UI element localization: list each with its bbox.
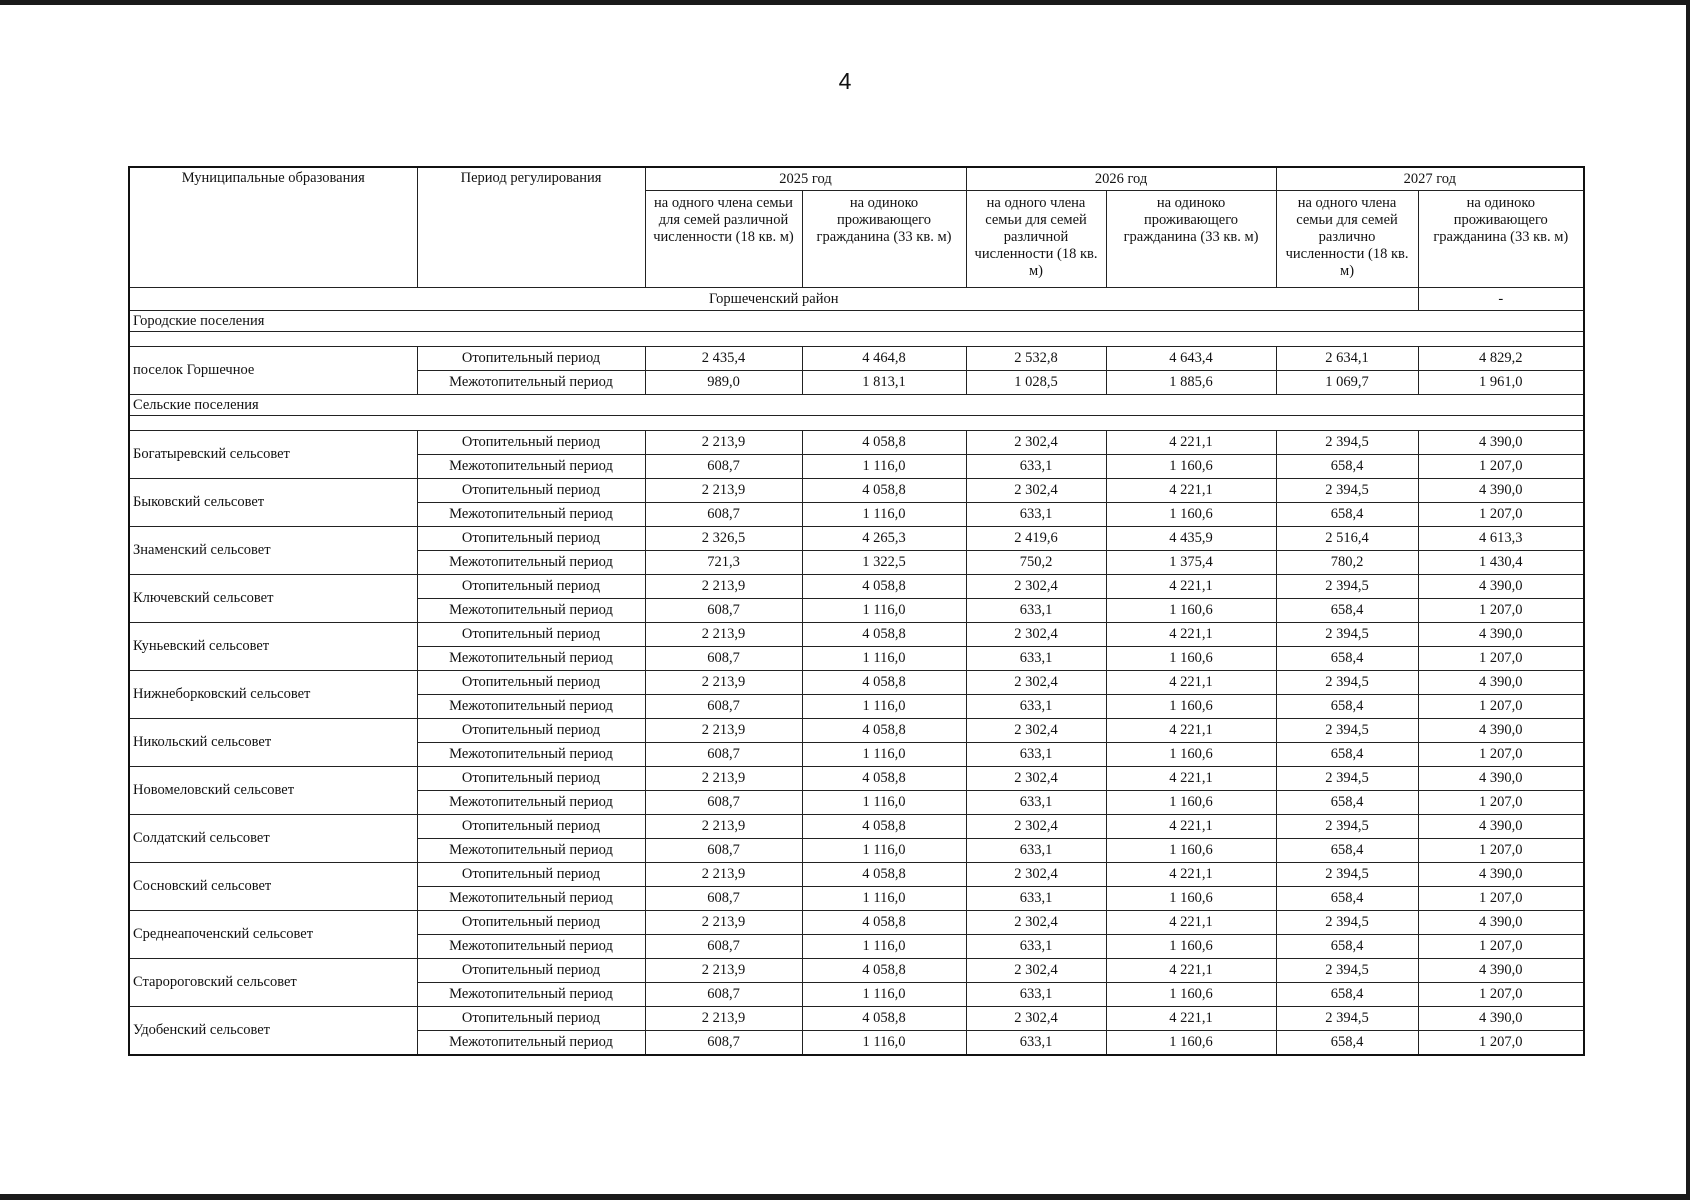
value-cell: 1 885,6 <box>1106 371 1276 395</box>
district-mark: - <box>1418 288 1584 311</box>
value-cell: 4 390,0 <box>1418 911 1584 935</box>
table-row <box>129 479 1584 503</box>
value-cell: 658,4 <box>1276 503 1418 527</box>
period-nonheating: Межотопительный период <box>417 647 645 671</box>
value-cell: 4 390,0 <box>1418 479 1584 503</box>
period-heating: Отопительный период <box>417 863 645 887</box>
value-cell: 2 634,1 <box>1276 347 1418 371</box>
value-cell: 2 213,9 <box>645 911 802 935</box>
value-cell: 658,4 <box>1276 791 1418 815</box>
value-cell: 633,1 <box>966 983 1106 1007</box>
table-row <box>129 527 1584 551</box>
value-cell: 608,7 <box>645 743 802 767</box>
header-year-2027: 2027 год <box>1276 167 1584 191</box>
period-nonheating: Межотопительный период <box>417 695 645 719</box>
value-cell: 2 213,9 <box>645 623 802 647</box>
value-cell: 2 394,5 <box>1276 911 1418 935</box>
value-cell: 608,7 <box>645 791 802 815</box>
municipality-name: Старороговский сельсовет <box>129 959 417 1007</box>
municipality-name: Удобенский сельсовет <box>129 1007 417 1056</box>
value-cell: 1 116,0 <box>802 791 966 815</box>
value-cell: 2 394,5 <box>1276 959 1418 983</box>
table-row <box>129 863 1584 887</box>
value-cell: 658,4 <box>1276 695 1418 719</box>
value-cell: 633,1 <box>966 839 1106 863</box>
value-cell: 2 302,4 <box>966 431 1106 455</box>
value-cell: 1 160,6 <box>1106 1031 1276 1056</box>
period-heating: Отопительный период <box>417 911 645 935</box>
value-cell: 4 058,8 <box>802 815 966 839</box>
value-cell: 1 069,7 <box>1276 371 1418 395</box>
value-cell: 1 207,0 <box>1418 983 1584 1007</box>
value-cell: 1 813,1 <box>802 371 966 395</box>
municipality-name: Никольский сельсовет <box>129 719 417 767</box>
header-municipality: Муниципальные образования <box>129 167 417 288</box>
value-cell: 1 116,0 <box>802 887 966 911</box>
spacer-row <box>129 416 1584 431</box>
period-nonheating: Межотопительный период <box>417 599 645 623</box>
period-heating: Отопительный период <box>417 575 645 599</box>
value-cell: 4 390,0 <box>1418 815 1584 839</box>
period-nonheating: Межотопительный период <box>417 935 645 959</box>
value-cell: 658,4 <box>1276 887 1418 911</box>
value-cell: 4 464,8 <box>802 347 966 371</box>
value-cell: 1 207,0 <box>1418 1031 1584 1056</box>
value-cell: 4 643,4 <box>1106 347 1276 371</box>
value-cell: 4 058,8 <box>802 671 966 695</box>
value-cell: 1 028,5 <box>966 371 1106 395</box>
value-cell: 1 207,0 <box>1418 791 1584 815</box>
value-cell: 2 302,4 <box>966 479 1106 503</box>
table-row <box>129 719 1584 743</box>
value-cell: 658,4 <box>1276 1031 1418 1056</box>
value-cell: 1 375,4 <box>1106 551 1276 575</box>
value-cell: 1 207,0 <box>1418 839 1584 863</box>
period-nonheating: Межотопительный период <box>417 455 645 479</box>
table-row <box>129 575 1584 599</box>
table-row <box>129 1007 1584 1031</box>
value-cell: 2 213,9 <box>645 959 802 983</box>
value-cell: 658,4 <box>1276 455 1418 479</box>
municipality-name: Куньевский сельсовет <box>129 623 417 671</box>
section-rural: Сельские поселения <box>129 395 1584 416</box>
value-cell: 1 116,0 <box>802 695 966 719</box>
value-cell: 1 207,0 <box>1418 887 1584 911</box>
period-heating: Отопительный период <box>417 431 645 455</box>
spacer-cell <box>129 332 1584 347</box>
period-nonheating: Межотопительный период <box>417 371 645 395</box>
value-cell: 658,4 <box>1276 647 1418 671</box>
value-cell: 608,7 <box>645 695 802 719</box>
value-cell: 1 116,0 <box>802 599 966 623</box>
value-cell: 2 302,4 <box>966 911 1106 935</box>
value-cell: 1 207,0 <box>1418 743 1584 767</box>
value-cell: 4 058,8 <box>802 575 966 599</box>
municipality-name: Нижнеборковский сельсовет <box>129 671 417 719</box>
value-cell: 658,4 <box>1276 935 1418 959</box>
header-single-2025: на одиноко проживающего гражданина (33 кв. м) <box>802 191 966 288</box>
value-cell: 633,1 <box>966 455 1106 479</box>
header-per-member-2025: на одного члена семьи для семей различной численности (18 кв. м) <box>645 191 802 288</box>
value-cell: 4 221,1 <box>1106 815 1276 839</box>
value-cell: 4 221,1 <box>1106 1007 1276 1031</box>
period-heating: Отопительный период <box>417 719 645 743</box>
scan-border-top <box>0 0 1690 5</box>
value-cell: 750,2 <box>966 551 1106 575</box>
value-cell: 2 302,4 <box>966 1007 1106 1031</box>
municipality-name: Солдатский сельсовет <box>129 815 417 863</box>
value-cell: 4 390,0 <box>1418 623 1584 647</box>
value-cell: 608,7 <box>645 1031 802 1056</box>
value-cell: 4 221,1 <box>1106 719 1276 743</box>
value-cell: 4 221,1 <box>1106 671 1276 695</box>
value-cell: 2 532,8 <box>966 347 1106 371</box>
value-cell: 2 302,4 <box>966 719 1106 743</box>
value-cell: 2 419,6 <box>966 527 1106 551</box>
municipality-name: Среднеапоченский сельсовет <box>129 911 417 959</box>
district-row <box>129 288 1584 311</box>
value-cell: 2 213,9 <box>645 767 802 791</box>
value-cell: 633,1 <box>966 935 1106 959</box>
value-cell: 4 221,1 <box>1106 479 1276 503</box>
value-cell: 633,1 <box>966 791 1106 815</box>
value-cell: 1 207,0 <box>1418 503 1584 527</box>
value-cell: 1 116,0 <box>802 1031 966 1056</box>
value-cell: 1 160,6 <box>1106 743 1276 767</box>
value-cell: 1 116,0 <box>802 647 966 671</box>
period-nonheating: Межотопительный период <box>417 551 645 575</box>
value-cell: 2 302,4 <box>966 863 1106 887</box>
value-cell: 2 394,5 <box>1276 431 1418 455</box>
section-urban: Городские поселения <box>129 311 1584 332</box>
period-heating: Отопительный период <box>417 347 645 371</box>
table-row <box>129 671 1584 695</box>
value-cell: 4 221,1 <box>1106 863 1276 887</box>
period-heating: Отопительный период <box>417 767 645 791</box>
value-cell: 1 116,0 <box>802 983 966 1007</box>
table-row <box>129 347 1584 371</box>
value-cell: 4 390,0 <box>1418 863 1584 887</box>
value-cell: 1 116,0 <box>802 455 966 479</box>
section-row-urban <box>129 311 1584 332</box>
spacer-row <box>129 332 1584 347</box>
value-cell: 4 221,1 <box>1106 911 1276 935</box>
value-cell: 2 213,9 <box>645 671 802 695</box>
value-cell: 1 207,0 <box>1418 695 1584 719</box>
value-cell: 633,1 <box>966 887 1106 911</box>
value-cell: 608,7 <box>645 503 802 527</box>
period-nonheating: Межотопительный период <box>417 503 645 527</box>
period-heating: Отопительный период <box>417 671 645 695</box>
value-cell: 2 213,9 <box>645 575 802 599</box>
period-nonheating: Межотопительный период <box>417 983 645 1007</box>
value-cell: 4 058,8 <box>802 623 966 647</box>
value-cell: 608,7 <box>645 935 802 959</box>
value-cell: 2 302,4 <box>966 815 1106 839</box>
period-nonheating: Межотопительный период <box>417 743 645 767</box>
period-nonheating: Межотопительный период <box>417 791 645 815</box>
value-cell: 2 394,5 <box>1276 479 1418 503</box>
value-cell: 4 221,1 <box>1106 767 1276 791</box>
value-cell: 1 322,5 <box>802 551 966 575</box>
value-cell: 2 213,9 <box>645 719 802 743</box>
municipality-name: Знаменский сельсовет <box>129 527 417 575</box>
value-cell: 1 116,0 <box>802 839 966 863</box>
value-cell: 1 207,0 <box>1418 599 1584 623</box>
period-heating: Отопительный период <box>417 527 645 551</box>
value-cell: 4 390,0 <box>1418 959 1584 983</box>
district-name: Горшеченский район <box>129 288 1418 311</box>
period-heating: Отопительный период <box>417 959 645 983</box>
scan-border-bottom <box>0 1194 1690 1200</box>
municipality-name: поселок Горшечное <box>129 347 417 395</box>
value-cell: 633,1 <box>966 743 1106 767</box>
value-cell: 1 430,4 <box>1418 551 1584 575</box>
value-cell: 4 221,1 <box>1106 959 1276 983</box>
value-cell: 658,4 <box>1276 839 1418 863</box>
table-row <box>129 431 1584 455</box>
value-cell: 2 302,4 <box>966 671 1106 695</box>
value-cell: 780,2 <box>1276 551 1418 575</box>
value-cell: 2 394,5 <box>1276 623 1418 647</box>
value-cell: 2 213,9 <box>645 863 802 887</box>
value-cell: 608,7 <box>645 647 802 671</box>
value-cell: 1 160,6 <box>1106 839 1276 863</box>
municipality-name: Богатыревский сельсовет <box>129 431 417 479</box>
value-cell: 633,1 <box>966 695 1106 719</box>
period-heating: Отопительный период <box>417 1007 645 1031</box>
table-row <box>129 911 1584 935</box>
value-cell: 658,4 <box>1276 743 1418 767</box>
table-body <box>129 288 1584 1056</box>
value-cell: 2 302,4 <box>966 959 1106 983</box>
header-period: Период регулирования <box>417 167 645 288</box>
value-cell: 1 160,6 <box>1106 455 1276 479</box>
value-cell: 1 160,6 <box>1106 503 1276 527</box>
value-cell: 608,7 <box>645 455 802 479</box>
header-single-2026: на одиноко проживающего гражданина (33 кв. м) <box>1106 191 1276 288</box>
value-cell: 1 160,6 <box>1106 791 1276 815</box>
value-cell: 4 058,8 <box>802 431 966 455</box>
value-cell: 2 302,4 <box>966 623 1106 647</box>
period-heating: Отопительный период <box>417 623 645 647</box>
header-per-member-2026: на одного члена семьи для семей различной численности (18 кв. м) <box>966 191 1106 288</box>
value-cell: 4 435,9 <box>1106 527 1276 551</box>
period-heating: Отопительный период <box>417 479 645 503</box>
value-cell: 2 302,4 <box>966 575 1106 599</box>
value-cell: 1 160,6 <box>1106 983 1276 1007</box>
value-cell: 4 221,1 <box>1106 575 1276 599</box>
value-cell: 4 058,8 <box>802 767 966 791</box>
value-cell: 4 058,8 <box>802 719 966 743</box>
tariff-table <box>128 166 1585 1056</box>
value-cell: 1 116,0 <box>802 503 966 527</box>
value-cell: 1 116,0 <box>802 935 966 959</box>
value-cell: 2 213,9 <box>645 1007 802 1031</box>
value-cell: 4 829,2 <box>1418 347 1584 371</box>
header-single-2027: на одиноко проживающего гражданина (33 кв. м) <box>1418 191 1584 288</box>
value-cell: 4 058,8 <box>802 959 966 983</box>
scan-border-right <box>1686 0 1690 1200</box>
value-cell: 4 390,0 <box>1418 719 1584 743</box>
value-cell: 1 116,0 <box>802 743 966 767</box>
municipality-name: Новомеловский сельсовет <box>129 767 417 815</box>
value-cell: 989,0 <box>645 371 802 395</box>
value-cell: 608,7 <box>645 839 802 863</box>
value-cell: 608,7 <box>645 887 802 911</box>
page-number: 4 <box>838 68 852 94</box>
value-cell: 2 394,5 <box>1276 767 1418 791</box>
spacer-cell <box>129 416 1584 431</box>
value-cell: 4 058,8 <box>802 1007 966 1031</box>
value-cell: 4 221,1 <box>1106 623 1276 647</box>
period-heating: Отопительный период <box>417 815 645 839</box>
value-cell: 658,4 <box>1276 983 1418 1007</box>
tariff-table-container <box>128 166 1583 1056</box>
value-cell: 2 394,5 <box>1276 719 1418 743</box>
value-cell: 608,7 <box>645 983 802 1007</box>
table-row <box>129 623 1584 647</box>
value-cell: 4 221,1 <box>1106 431 1276 455</box>
value-cell: 2 435,4 <box>645 347 802 371</box>
period-nonheating: Межотопительный период <box>417 887 645 911</box>
value-cell: 658,4 <box>1276 599 1418 623</box>
header-per-member-2027: на одного члена семьи для семей различно численности (18 кв. м) <box>1276 191 1418 288</box>
value-cell: 633,1 <box>966 599 1106 623</box>
value-cell: 1 160,6 <box>1106 647 1276 671</box>
table-row <box>129 815 1584 839</box>
value-cell: 1 207,0 <box>1418 647 1584 671</box>
table-row <box>129 959 1584 983</box>
value-cell: 1 207,0 <box>1418 935 1584 959</box>
municipality-name: Быковский сельсовет <box>129 479 417 527</box>
value-cell: 2 394,5 <box>1276 815 1418 839</box>
value-cell: 2 326,5 <box>645 527 802 551</box>
value-cell: 2 394,5 <box>1276 671 1418 695</box>
value-cell: 608,7 <box>645 599 802 623</box>
value-cell: 721,3 <box>645 551 802 575</box>
value-cell: 4 390,0 <box>1418 767 1584 791</box>
value-cell: 4 058,8 <box>802 911 966 935</box>
value-cell: 633,1 <box>966 1031 1106 1056</box>
value-cell: 1 160,6 <box>1106 887 1276 911</box>
table-row <box>129 767 1584 791</box>
value-cell: 1 160,6 <box>1106 599 1276 623</box>
value-cell: 1 961,0 <box>1418 371 1584 395</box>
value-cell: 4 613,3 <box>1418 527 1584 551</box>
value-cell: 2 213,9 <box>645 479 802 503</box>
value-cell: 4 390,0 <box>1418 575 1584 599</box>
value-cell: 4 265,3 <box>802 527 966 551</box>
value-cell: 1 160,6 <box>1106 935 1276 959</box>
value-cell: 2 394,5 <box>1276 575 1418 599</box>
value-cell: 633,1 <box>966 503 1106 527</box>
value-cell: 2 213,9 <box>645 815 802 839</box>
value-cell: 2 302,4 <box>966 767 1106 791</box>
period-nonheating: Межотопительный период <box>417 1031 645 1056</box>
value-cell: 4 058,8 <box>802 479 966 503</box>
value-cell: 1 207,0 <box>1418 455 1584 479</box>
value-cell: 4 058,8 <box>802 863 966 887</box>
value-cell: 2 394,5 <box>1276 1007 1418 1031</box>
value-cell: 2 516,4 <box>1276 527 1418 551</box>
value-cell: 4 390,0 <box>1418 431 1584 455</box>
value-cell: 4 390,0 <box>1418 671 1584 695</box>
value-cell: 2 394,5 <box>1276 863 1418 887</box>
period-nonheating: Межотопительный период <box>417 839 645 863</box>
municipality-name: Ключевский сельсовет <box>129 575 417 623</box>
header-year-2026: 2026 год <box>966 167 1276 191</box>
section-row-rural <box>129 395 1584 416</box>
value-cell: 4 390,0 <box>1418 1007 1584 1031</box>
value-cell: 1 160,6 <box>1106 695 1276 719</box>
municipality-name: Сосновский сельсовет <box>129 863 417 911</box>
value-cell: 2 213,9 <box>645 431 802 455</box>
header-year-2025: 2025 год <box>645 167 966 191</box>
value-cell: 633,1 <box>966 647 1106 671</box>
